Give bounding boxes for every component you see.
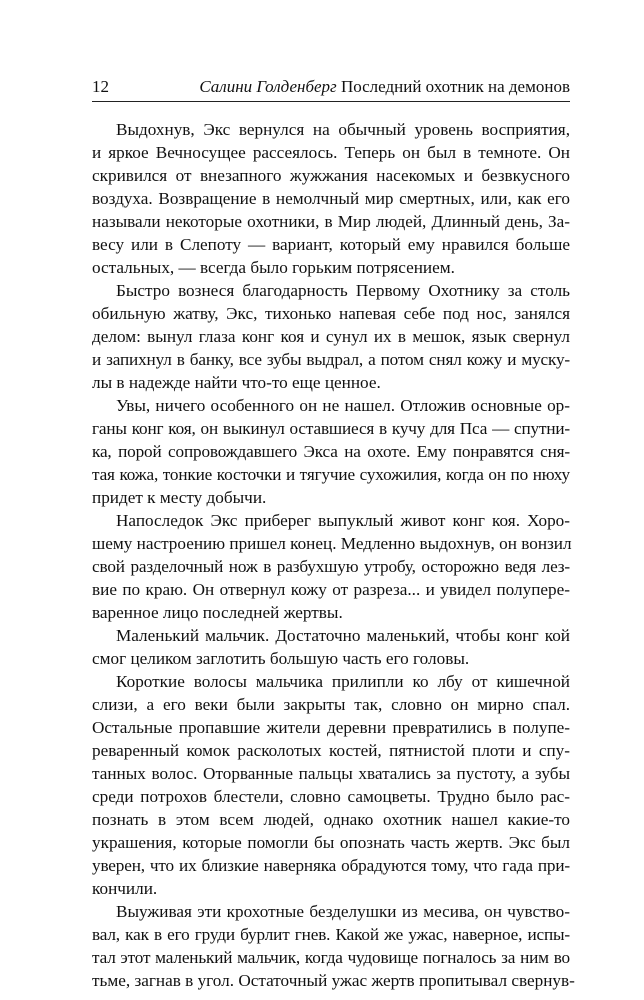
text-line: шему настроению пришел конец. Медленно выдохнув, он вонзил (92, 534, 572, 553)
text-line: познать в этом всем людей, однако охотник нашел какие-то (92, 810, 570, 829)
text-line: придет к месту добычи. (92, 488, 267, 507)
paragraph (92, 279, 570, 394)
text-line: воздуха. Возвращение в немолчный мир смертных, или, как его (92, 189, 570, 208)
text-line: варенное лицо последней жертвы. (92, 603, 343, 622)
paragraph (92, 394, 570, 509)
text-line: и запихнул в банку, все зубы выдрал, а потом снял кожу и муску- (92, 350, 570, 369)
text-line: лы в надежде найти что-то еще ценное. (92, 373, 381, 392)
text-line: остальных, — всегда было горьким потрясением. (92, 258, 455, 277)
text-line: Быстро вознеся благодарность Первому Охотнику за столь (116, 281, 570, 300)
text-line: тая кожа, тонкие косточки и тягучие сухожилия, когда он по нюху (92, 465, 570, 484)
paragraph (92, 670, 570, 900)
text-line: кончили. (92, 879, 158, 898)
text-line: тьме, загнав в угол. Остаточный ужас жертв пропитывал свернув- (92, 971, 575, 990)
text-line: Маленький мальчик. Достаточно маленький, чтобы конг кой (116, 626, 570, 645)
running-header (92, 77, 570, 102)
text-line: называли некоторые охотники, в Мир людей, Длинный день, За- (92, 212, 570, 231)
text-line: уверен, что их близкие наверняка обрадуются тому, что гада при- (92, 856, 570, 875)
text-line: Остальные пропавшие жители деревни превратились в полупе- (92, 718, 570, 737)
page-number: 12 (92, 77, 109, 96)
text-line: тал этот маленький мальчик, когда чудовище погналось за ним во (92, 948, 570, 967)
text-line: Короткие волосы мальчика прилипли ко лбу от кишечной (116, 672, 570, 691)
running-title (199, 77, 570, 97)
text-line: ка, порой сопровождавшего Экса на охоте. Ему понравятся сня- (92, 442, 570, 461)
text-line: Напоследок Экс приберег выпуклый живот конг коя. Хоро- (116, 511, 570, 530)
paragraph (92, 509, 570, 624)
body-text (92, 118, 575, 992)
text-line: весу или в Слепоту — вариант, который ему нравился больше (92, 235, 570, 254)
paragraph (92, 624, 570, 670)
text-line: реваренный комок расколотых костей, пятнистой плоти и спу- (92, 741, 570, 760)
text-line: слизи, а его веки были закрыты так, словно он мирно спал. (92, 695, 570, 714)
text-line: вие по краю. Он отвернул кожу от разреза... и увидел полупере- (92, 580, 570, 599)
text-line: делом: вынул глаза конг коя и сунул их в мешок, язык свернул (92, 327, 570, 346)
paragraph (92, 118, 570, 279)
author-name: Салини Голденберг (199, 77, 337, 96)
text-line: среди потрохов блестели, словно самоцветы. Трудно было рас- (92, 787, 570, 806)
text-line: вал, как в его груди бурлит гнев. Какой же ужас, наверное, испы- (92, 925, 570, 944)
text-line: ганы конг коя, он выкинул оставшиеся в кучу для Пса — спутни- (92, 419, 570, 438)
text-line: танных волос. Оторванные пальцы хватались за пустоту, а зубы (92, 764, 570, 783)
text-line: обильную жатву, Экс, тихонько напевая себе под нос, занялся (92, 304, 570, 323)
text-line: Увы, ничего особенного он не нашел. Отложив основные ор- (116, 396, 570, 415)
text-line: свой разделочный нож в разбухшую утробу, осторожно ведя лез- (92, 557, 570, 576)
text-line: и яркое Вечносущее рассеялось. Теперь он был в темноте. Он (92, 143, 570, 162)
text-line: смог целиком заглотить большую часть его головы. (92, 649, 470, 668)
text-line: Выдохнув, Экс вернулся на обычный уровень восприятия, (116, 120, 570, 139)
text-line: скривился от внезапного жужжания насекомых и безвкусного (92, 166, 570, 185)
paragraph (92, 900, 575, 992)
text-line: украшения, которые помогли бы опознать часть жертв. Экс был (92, 833, 570, 852)
text-line: Выуживая эти крохотные безделушки из месива, он чувство- (116, 902, 570, 921)
book-title: Последний охотник на демонов (340, 77, 570, 96)
